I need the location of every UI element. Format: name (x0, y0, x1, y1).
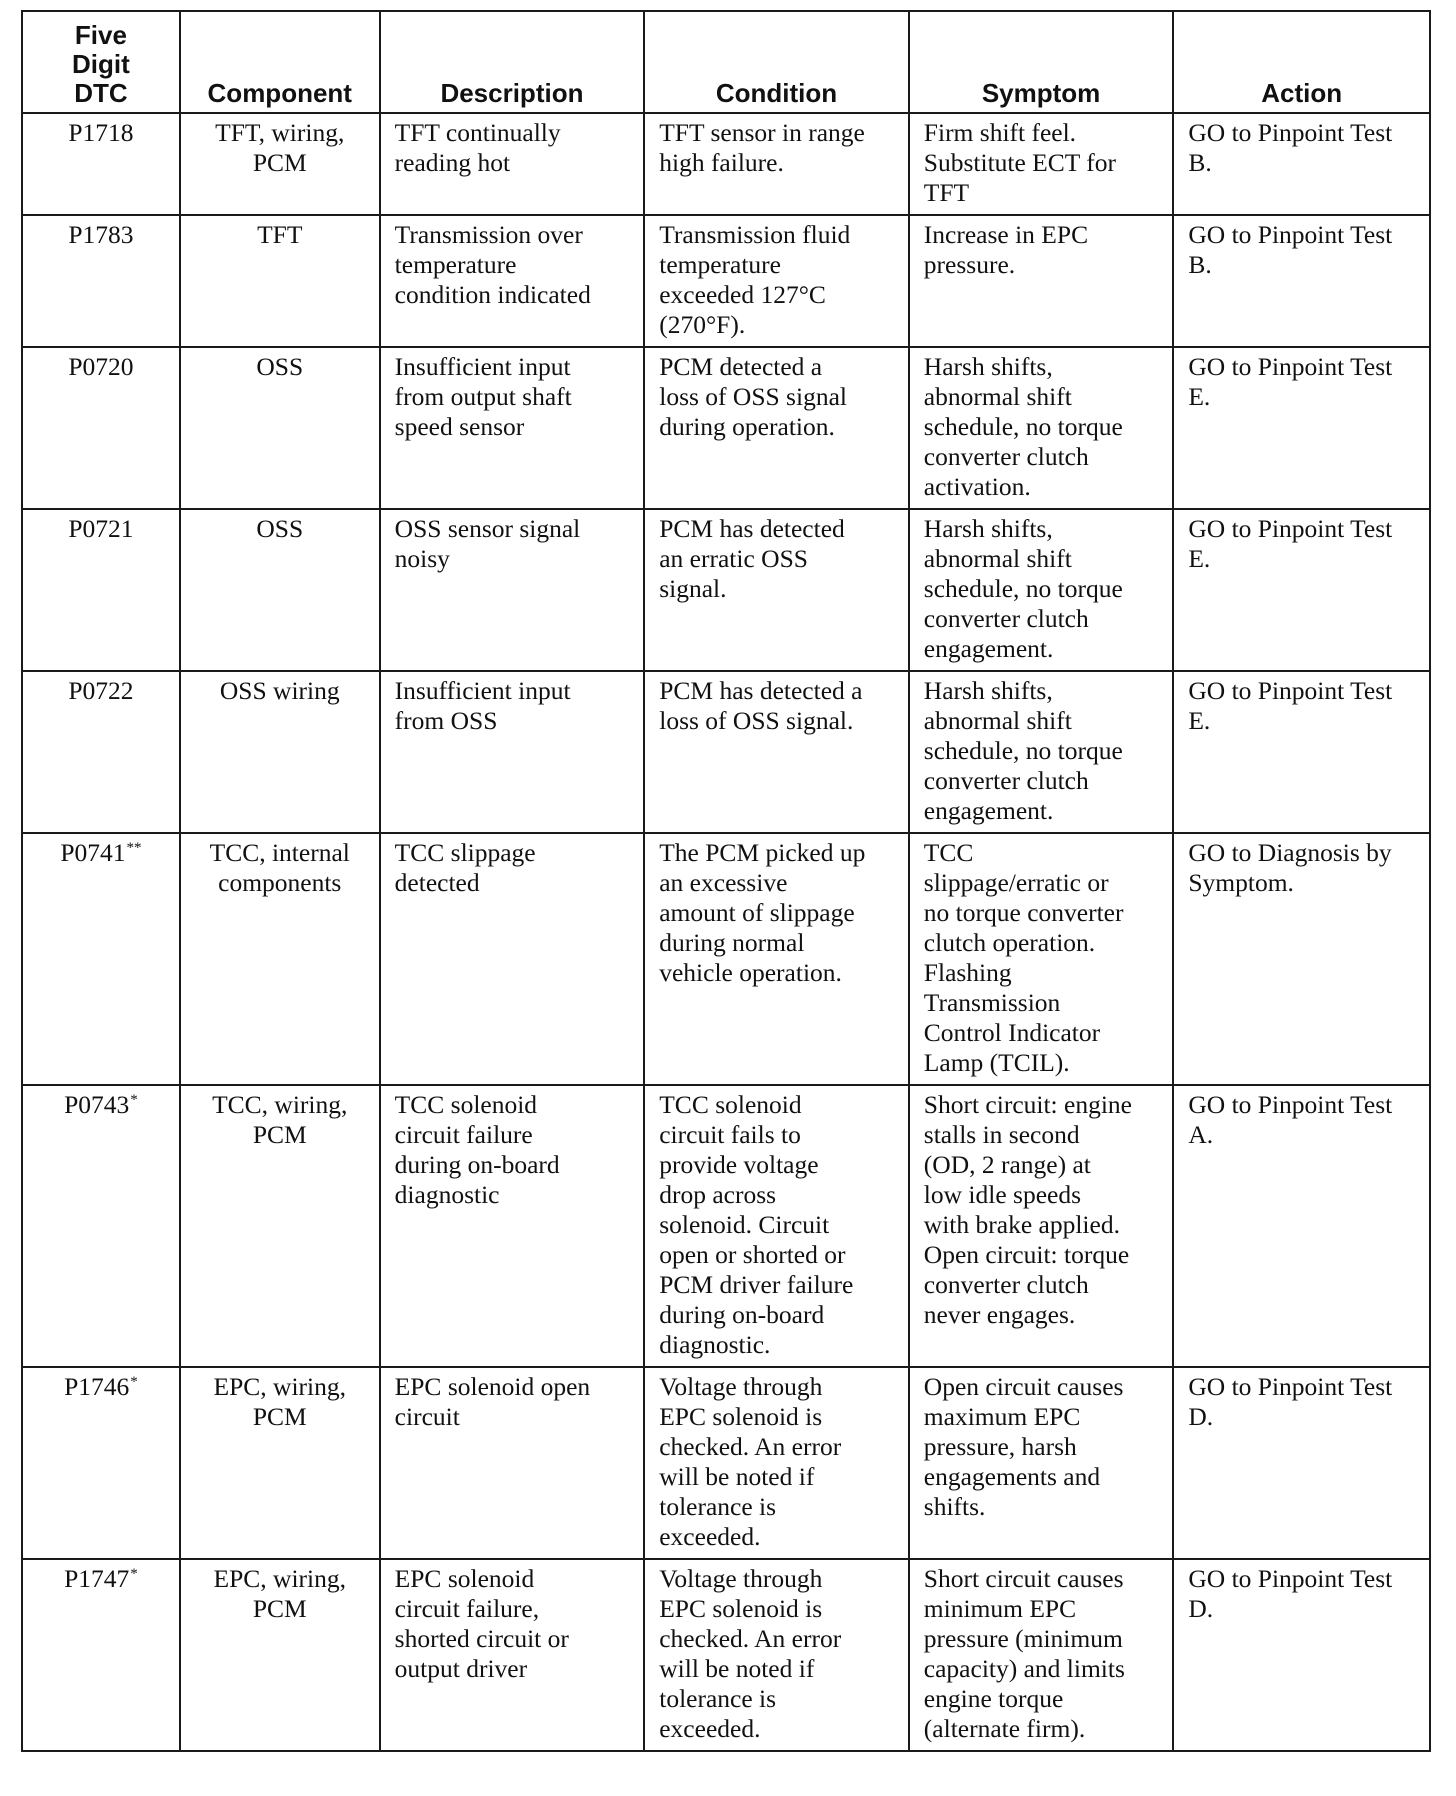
description-line: from OSS (394, 706, 498, 735)
table-row (22, 1085, 1430, 1367)
component-line: TCC, wiring, (212, 1090, 348, 1119)
condition-line: checked. An error (659, 1624, 842, 1653)
symptom-line: converter clutch (923, 766, 1089, 795)
description-cell (380, 1085, 645, 1367)
header-description: Description (380, 11, 645, 113)
description-line: OSS sensor signal (394, 514, 581, 543)
dtc-code-cell (22, 1085, 180, 1367)
header-action: Action (1173, 11, 1430, 113)
description-line: circuit failure, (394, 1594, 540, 1623)
dtc-code: P0720 (68, 352, 134, 381)
component-cell (180, 215, 380, 347)
action-line: D. (1188, 1594, 1214, 1623)
symptom-line: engagement. (923, 634, 1054, 663)
component-cell (180, 1367, 380, 1559)
condition-cell (644, 215, 909, 347)
symptom-line: pressure (minimum (923, 1624, 1123, 1653)
condition-line: solenoid. Circuit (659, 1210, 830, 1239)
action-line: GO to Pinpoint Test (1188, 1372, 1393, 1401)
symptom-line: slippage/erratic or (923, 868, 1109, 897)
action-cell (1173, 833, 1430, 1085)
condition-line: high failure. (659, 148, 784, 177)
description-cell (380, 833, 645, 1085)
condition-cell (644, 1085, 909, 1367)
condition-cell (644, 113, 909, 215)
condition-line: circuit fails to (659, 1120, 801, 1149)
action-line: GO to Pinpoint Test (1188, 514, 1393, 543)
condition-line: open or shorted or (659, 1240, 846, 1269)
dtc-code: P0721 (68, 514, 134, 543)
description-line: output driver (394, 1654, 528, 1683)
condition-line: tolerance is (659, 1492, 777, 1521)
symptom-line: Short circuit causes (923, 1564, 1124, 1593)
description-cell (380, 1367, 645, 1559)
condition-line: PCM has detected a (659, 676, 863, 705)
symptom-cell (909, 1367, 1174, 1559)
action-line: GO to Pinpoint Test (1188, 118, 1393, 147)
description-cell (380, 1559, 645, 1751)
description-cell (380, 215, 645, 347)
action-cell (1173, 347, 1430, 509)
action-line: E. (1188, 544, 1211, 573)
action-line: E. (1188, 706, 1211, 735)
symptom-line: engagements and (923, 1462, 1101, 1491)
dtc-footnote-mark: * (130, 1091, 138, 1108)
action-line: GO to Pinpoint Test (1188, 352, 1393, 381)
description-cell (380, 509, 645, 671)
description-line: temperature (394, 250, 517, 279)
action-line: E. (1188, 382, 1211, 411)
condition-line: an erratic OSS (659, 544, 808, 573)
condition-line: Transmission fluid (659, 220, 851, 249)
component-line: OSS wiring (219, 676, 340, 705)
action-cell (1173, 1367, 1430, 1559)
condition-line: PCM detected a (659, 352, 823, 381)
symptom-line: Harsh shifts, (923, 514, 1053, 543)
condition-line: diagnostic. (659, 1330, 771, 1359)
condition-line: checked. An error (659, 1432, 842, 1461)
table-row (22, 215, 1430, 347)
condition-line: PCM has detected (659, 514, 845, 543)
symptom-line: converter clutch (923, 442, 1089, 471)
dtc-code: P1783 (68, 220, 134, 249)
dtc-code: P0743 (64, 1090, 130, 1119)
component-cell (180, 1559, 380, 1751)
dtc-table (21, 10, 1431, 1752)
table-row (22, 1559, 1430, 1751)
description-line: condition indicated (394, 280, 591, 309)
symptom-line: Firm shift feel. (923, 118, 1077, 147)
action-line: B. (1188, 148, 1212, 177)
table-row (22, 1367, 1430, 1559)
dtc-footnote-mark: * (130, 1373, 138, 1390)
action-cell (1173, 1559, 1430, 1751)
symptom-line: Control Indicator (923, 1018, 1101, 1047)
dtc-code-cell (22, 833, 180, 1085)
action-line: D. (1188, 1402, 1214, 1431)
symptom-line: capacity) and limits (923, 1654, 1125, 1683)
description-line: TCC solenoid (394, 1090, 538, 1119)
condition-line: loss of OSS signal. (659, 706, 854, 735)
action-line: GO to Pinpoint Test (1188, 1090, 1393, 1119)
symptom-line: converter clutch (923, 1270, 1089, 1299)
condition-line: amount of slippage (659, 898, 855, 927)
condition-line: temperature (659, 250, 781, 279)
symptom-line: Open circuit: torque (923, 1240, 1130, 1269)
condition-line: EPC solenoid is (659, 1594, 823, 1623)
component-line: OSS (256, 514, 304, 543)
symptom-line: TCC (923, 838, 974, 867)
action-line: GO to Diagnosis by (1188, 838, 1392, 867)
component-cell (180, 833, 380, 1085)
table-body (22, 113, 1430, 1751)
symptom-line: minimum EPC (923, 1594, 1077, 1623)
symptom-line: (alternate firm). (923, 1714, 1086, 1743)
description-line: during on-board (394, 1150, 560, 1179)
symptom-cell (909, 1085, 1174, 1367)
header-component: Component (180, 11, 380, 113)
component-line: PCM (252, 1402, 307, 1431)
description-cell (380, 113, 645, 215)
dtc-code: P1747 (64, 1564, 130, 1593)
symptom-line: activation. (923, 472, 1031, 501)
condition-line: PCM driver failure (659, 1270, 854, 1299)
action-line: A. (1188, 1120, 1214, 1149)
header-symptom: Symptom (909, 11, 1174, 113)
dtc-code-cell (22, 509, 180, 671)
condition-line: an excessive (659, 868, 788, 897)
condition-line: The PCM picked up (659, 838, 866, 867)
symptom-line: Substitute ECT for (923, 148, 1116, 177)
symptom-cell (909, 509, 1174, 671)
header-dtc (22, 11, 180, 113)
condition-line: Voltage through (659, 1564, 823, 1593)
condition-cell (644, 509, 909, 671)
dtc-code: P0722 (68, 676, 134, 705)
condition-cell (644, 1367, 909, 1559)
description-line: circuit (394, 1402, 460, 1431)
description-line: from output shaft (394, 382, 572, 411)
dtc-code-cell (22, 671, 180, 833)
description-line: diagnostic (394, 1180, 500, 1209)
condition-cell (644, 347, 909, 509)
table-row (22, 509, 1430, 671)
component-line: EPC, wiring, (213, 1564, 346, 1593)
action-line: GO to Pinpoint Test (1188, 220, 1393, 249)
condition-line: signal. (659, 574, 727, 603)
action-cell (1173, 671, 1430, 833)
symptom-line: abnormal shift (923, 706, 1072, 735)
header-dtc-line: DTC (74, 78, 128, 108)
condition-line: EPC solenoid is (659, 1402, 823, 1431)
condition-line: exceeded. (659, 1522, 761, 1551)
condition-cell (644, 833, 909, 1085)
condition-line: TFT sensor in range (659, 118, 865, 147)
header-dtc-line: Five (74, 20, 127, 50)
dtc-code-cell (22, 347, 180, 509)
symptom-line: Open circuit causes (923, 1372, 1124, 1401)
symptom-line: pressure, harsh (923, 1432, 1077, 1461)
component-line: TCC, internal (209, 838, 350, 867)
symptom-line: pressure. (923, 250, 1016, 279)
symptom-line: Transmission (923, 988, 1061, 1017)
description-line: Insufficient input (394, 352, 571, 381)
description-line: EPC solenoid open (394, 1372, 591, 1401)
dtc-code-cell (22, 215, 180, 347)
component-line: PCM (252, 1594, 307, 1623)
dtc-footnote-mark: * (130, 1565, 138, 1582)
description-line: TCC slippage (394, 838, 536, 867)
component-line: TFT (257, 220, 303, 249)
condition-cell (644, 671, 909, 833)
condition-line: exceeded 127°C (659, 280, 826, 309)
description-line: circuit failure (394, 1120, 533, 1149)
dtc-code-cell (22, 1367, 180, 1559)
action-cell (1173, 113, 1430, 215)
symptom-line: engine torque (923, 1684, 1064, 1713)
symptom-line: abnormal shift (923, 544, 1072, 573)
component-cell (180, 509, 380, 671)
condition-line: drop across (659, 1180, 777, 1209)
component-line: PCM (252, 1120, 307, 1149)
symptom-line: maximum EPC (923, 1402, 1081, 1431)
symptom-line: Lamp (TCIL). (923, 1048, 1070, 1077)
condition-line: tolerance is (659, 1684, 777, 1713)
symptom-line: abnormal shift (923, 382, 1072, 411)
header-dtc-line: Digit (72, 49, 130, 79)
symptom-cell (909, 347, 1174, 509)
description-line: Transmission over (394, 220, 583, 249)
component-line: TFT, wiring, (215, 118, 345, 147)
table-row (22, 833, 1430, 1085)
condition-line: Voltage through (659, 1372, 823, 1401)
header-row (22, 11, 1430, 113)
table-row (22, 347, 1430, 509)
table-header (22, 11, 1430, 113)
symptom-line: Short circuit: engine (923, 1090, 1132, 1119)
component-line: PCM (252, 148, 307, 177)
description-cell (380, 347, 645, 509)
symptom-line: with brake applied. (923, 1210, 1120, 1239)
component-cell (180, 113, 380, 215)
symptom-cell (909, 1559, 1174, 1751)
symptom-line: Increase in EPC (923, 220, 1089, 249)
symptom-line: converter clutch (923, 604, 1089, 633)
description-line: Insufficient input (394, 676, 571, 705)
symptom-line: low idle speeds (923, 1180, 1082, 1209)
condition-line: provide voltage (659, 1150, 819, 1179)
symptom-cell (909, 215, 1174, 347)
component-line: EPC, wiring, (213, 1372, 346, 1401)
component-line: components (218, 868, 342, 897)
symptom-line: no torque converter (923, 898, 1124, 927)
action-line: GO to Pinpoint Test (1188, 1564, 1393, 1593)
table-row (22, 113, 1430, 215)
symptom-line: schedule, no torque (923, 574, 1123, 603)
action-cell (1173, 1085, 1430, 1367)
condition-line: during operation. (659, 412, 835, 441)
description-line: TFT continually (394, 118, 561, 147)
action-line: B. (1188, 250, 1212, 279)
description-cell (380, 671, 645, 833)
condition-line: will be noted if (659, 1462, 815, 1491)
symptom-line: Harsh shifts, (923, 352, 1053, 381)
dtc-code: P0741 (60, 838, 126, 867)
condition-line: exceeded. (659, 1714, 761, 1743)
condition-cell (644, 1559, 909, 1751)
description-line: speed sensor (394, 412, 525, 441)
symptom-line: shifts. (923, 1492, 986, 1521)
symptom-line: TFT (923, 178, 970, 207)
symptom-cell (909, 113, 1174, 215)
symptom-line: (OD, 2 range) at (923, 1150, 1091, 1179)
dtc-footnote-mark: ** (126, 839, 142, 856)
symptom-line: clutch operation. (923, 928, 1096, 957)
symptom-line: engagement. (923, 796, 1054, 825)
description-line: reading hot (394, 148, 511, 177)
description-line: shorted circuit or (394, 1624, 569, 1653)
symptom-line: schedule, no torque (923, 736, 1123, 765)
condition-line: during normal (659, 928, 805, 957)
dtc-code-cell (22, 1559, 180, 1751)
component-cell (180, 671, 380, 833)
header-condition: Condition (644, 11, 909, 113)
action-cell (1173, 509, 1430, 671)
symptom-line: Harsh shifts, (923, 676, 1053, 705)
symptom-line: stalls in second (923, 1120, 1080, 1149)
condition-line: vehicle operation. (659, 958, 842, 987)
component-line: OSS (256, 352, 304, 381)
component-cell (180, 1085, 380, 1367)
description-line: noisy (394, 544, 450, 573)
table-row (22, 671, 1430, 833)
symptom-cell (909, 671, 1174, 833)
action-line: GO to Pinpoint Test (1188, 676, 1393, 705)
condition-line: (270°F). (659, 310, 746, 339)
dtc-code: P1746 (64, 1372, 130, 1401)
condition-line: will be noted if (659, 1654, 815, 1683)
description-line: detected (394, 868, 480, 897)
symptom-line: never engages. (923, 1300, 1076, 1329)
action-line: Symptom. (1188, 868, 1294, 897)
symptom-line: Flashing (923, 958, 1012, 987)
component-cell (180, 347, 380, 509)
action-cell (1173, 215, 1430, 347)
condition-line: loss of OSS signal (659, 382, 847, 411)
condition-line: during on-board (659, 1300, 825, 1329)
description-line: EPC solenoid (394, 1564, 535, 1593)
symptom-cell (909, 833, 1174, 1085)
dtc-code-cell (22, 113, 180, 215)
symptom-line: schedule, no torque (923, 412, 1123, 441)
condition-line: TCC solenoid (659, 1090, 802, 1119)
dtc-code: P1718 (68, 118, 134, 147)
